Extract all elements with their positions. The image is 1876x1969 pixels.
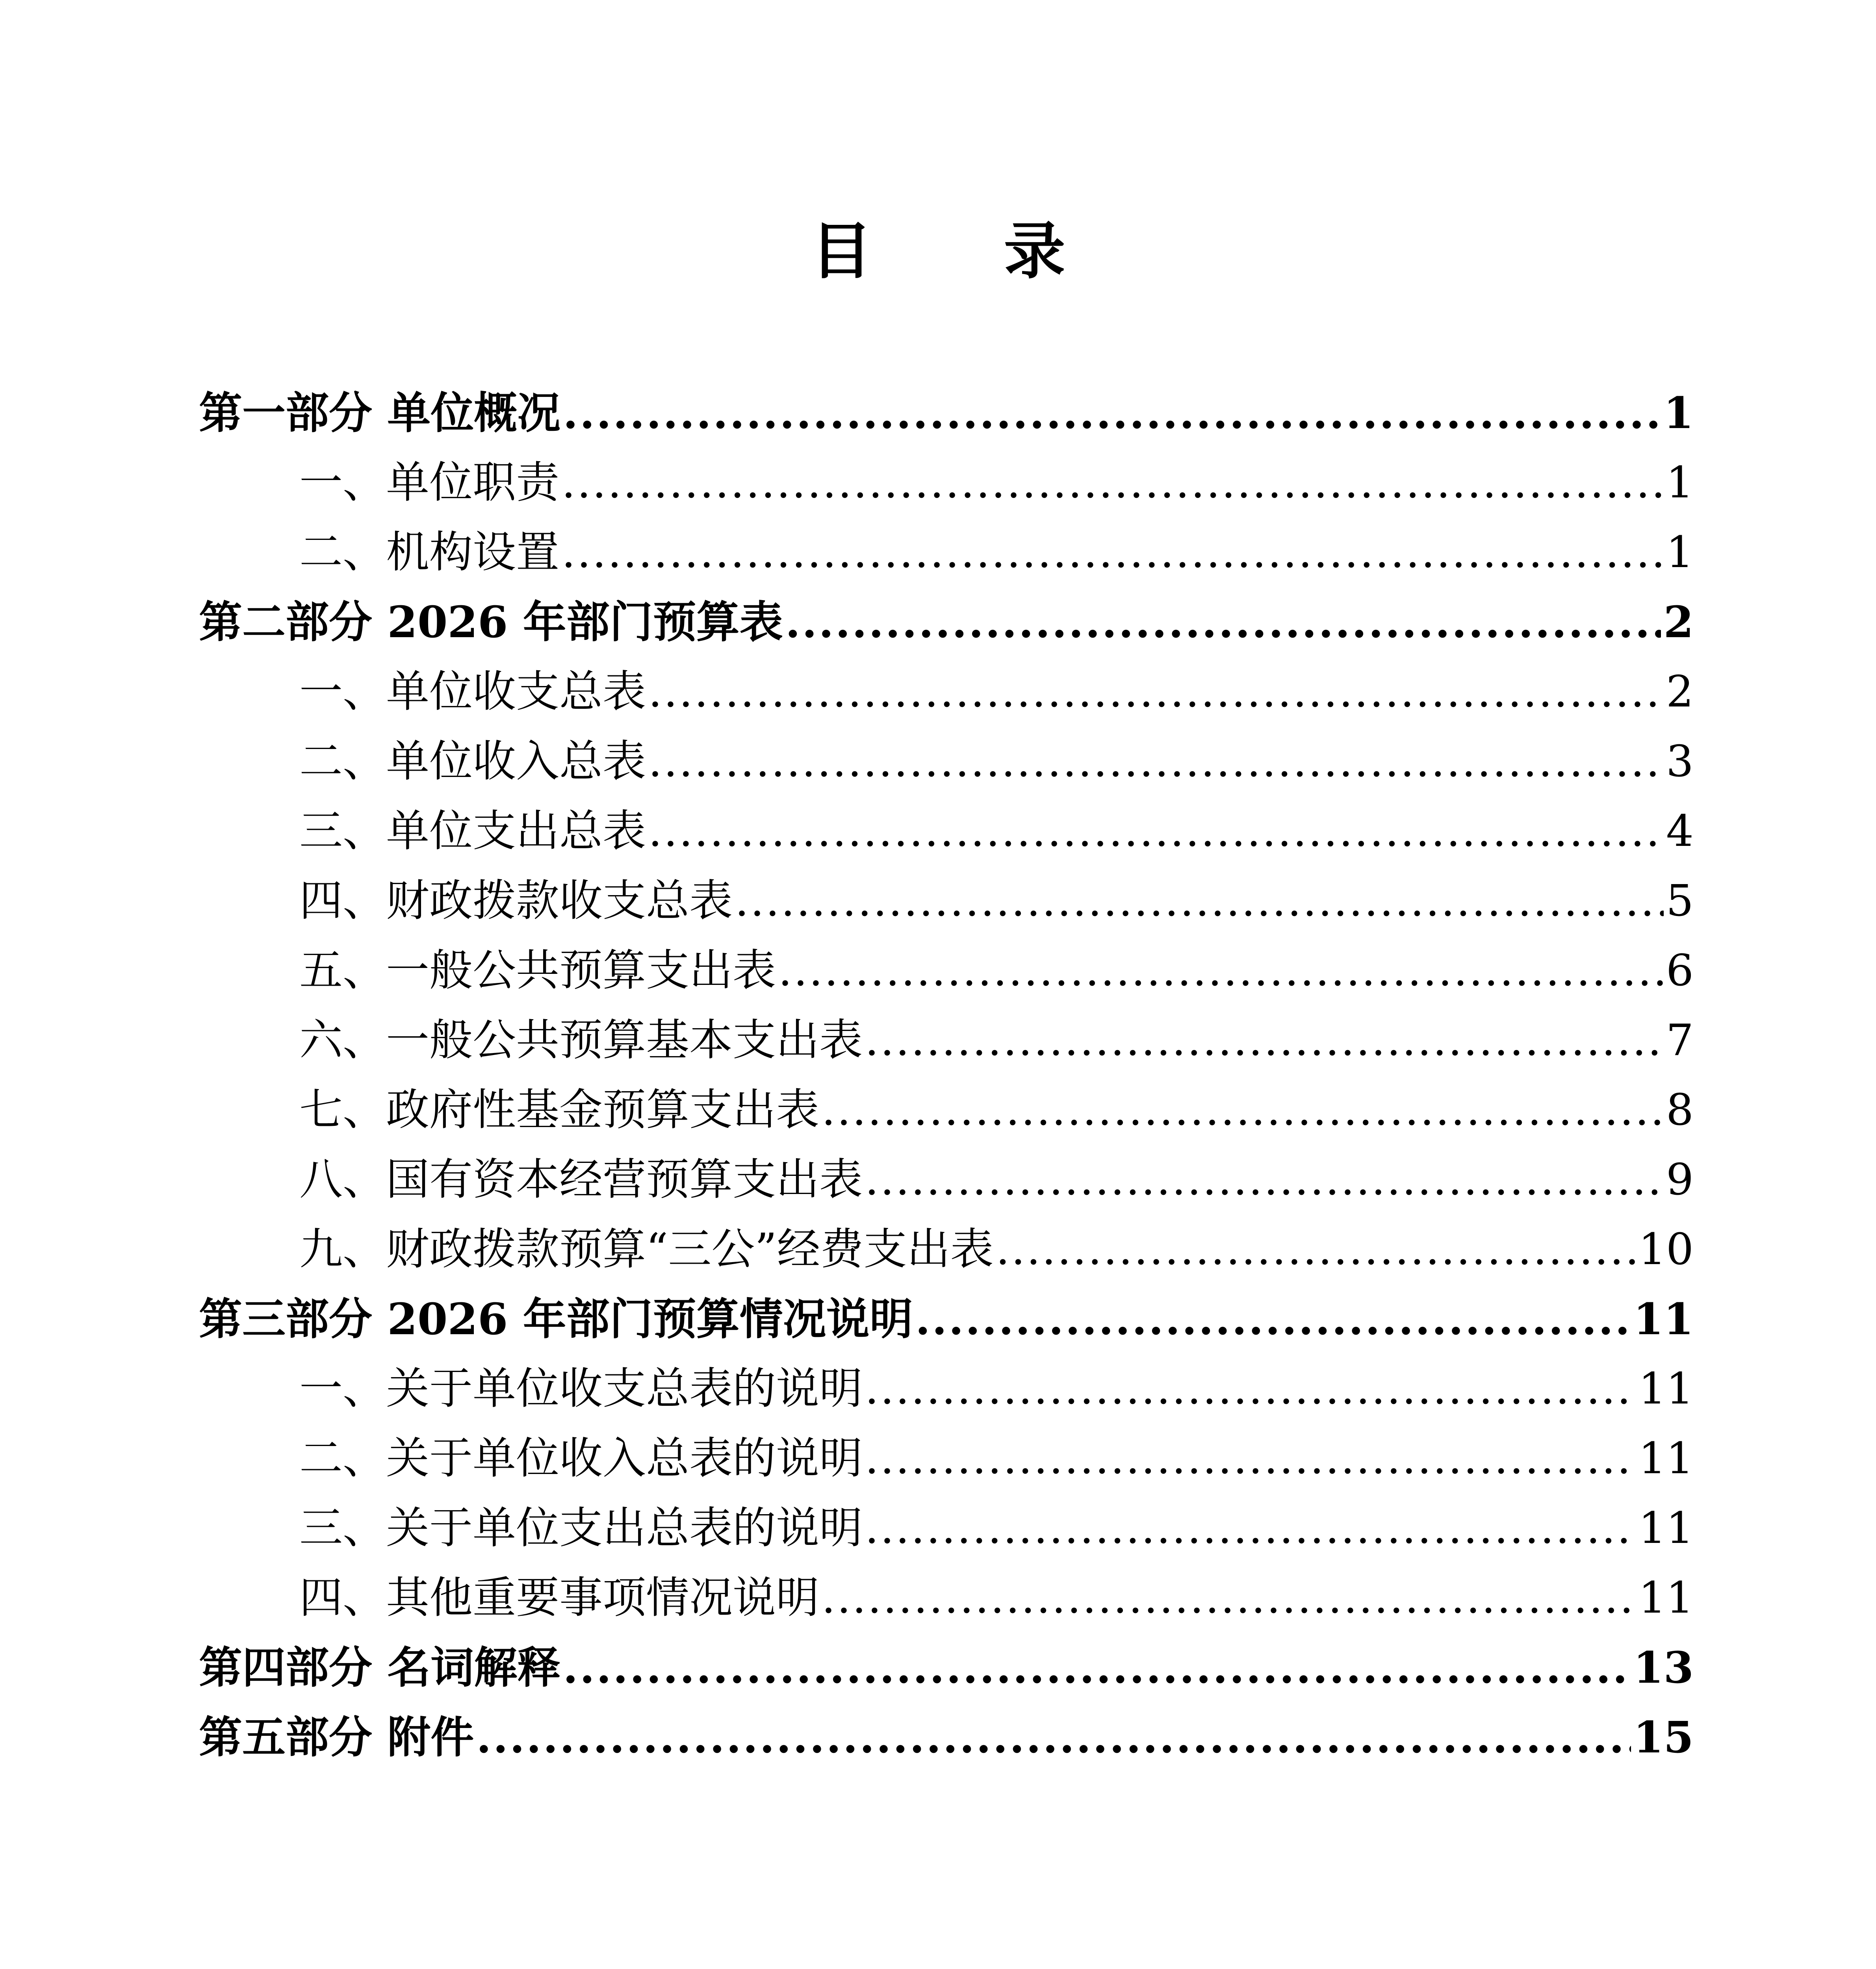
toc-entry-label: 一、单位收支总表 [299,666,646,717]
toc-entry-label: 九、财政拨款预算“三公”经费支出表 [299,1224,994,1274]
toc-entry[interactable] [199,587,1694,657]
toc-entry-label: 六、一般公共预算基本支出表 [299,1015,863,1065]
toc-leader-dots [648,657,1664,727]
toc-entry-page: 15 [1633,1712,1694,1763]
toc-entry[interactable] [199,517,1694,587]
toc-entry[interactable] [199,1633,1694,1702]
toc-leader-dots [563,1633,1631,1702]
toc-entry[interactable] [199,1145,1694,1214]
toc-entry-label: 七、政府性基金预算支出表 [299,1085,819,1135]
toc-leader-dots [562,448,1664,517]
toc-leader-dots [778,936,1664,1005]
toc-entry-page: 1 [1663,387,1694,438]
toc-entry-page: 1 [1666,457,1694,508]
toc-leader-dots [822,1563,1636,1633]
toc-entry-label: 五、一般公共预算支出表 [299,945,776,996]
toc-entry-page: 2 [1663,597,1694,647]
toc-leader-dots [865,1354,1636,1424]
toc-entry-label: 三、单位支出总表 [299,806,646,856]
toc-entry-label: 一、关于单位收支总表的说明 [299,1363,863,1414]
toc-entry-label: 二、单位收入总表 [299,736,646,786]
toc-entry-label: 第五部分 附件 [199,1712,474,1763]
toc-leader-dots [865,1145,1664,1214]
toc-entry[interactable] [199,657,1694,727]
toc-leader-dots [865,1424,1636,1493]
toc-leader-dots [735,866,1664,936]
toc-leader-dots [562,517,1664,587]
toc-entry[interactable] [199,1493,1694,1563]
toc-entry[interactable] [199,1214,1694,1284]
toc-entry-page: 10 [1638,1224,1694,1274]
toc-entry-page: 9 [1666,1154,1694,1205]
toc-entry-page: 2 [1666,666,1694,717]
toc-entry-page: 8 [1666,1085,1694,1135]
toc-entry-page: 13 [1633,1642,1694,1693]
toc-entry[interactable] [199,1075,1694,1145]
toc-entry-page: 4 [1666,806,1694,856]
toc-leader-dots [648,727,1664,796]
toc-entry[interactable] [199,1702,1694,1772]
toc-entry-page: 11 [1638,1503,1694,1553]
toc-entry-label: 第三部分 2026 年部门预算情况说明 [199,1294,913,1344]
toc-leader-dots [785,587,1661,657]
toc-leader-dots [865,1005,1664,1075]
toc-entry[interactable] [199,1424,1694,1493]
toc-entry-label: 四、财政拨款收支总表 [299,875,733,926]
toc-entry-label: 第四部分 名词解释 [199,1642,561,1693]
toc-entry-page: 1 [1666,527,1694,577]
toc-entry-label: 第一部分 单位概况 [199,387,561,438]
toc-entry[interactable] [199,796,1694,866]
toc-entry[interactable] [199,378,1694,448]
toc-leader-dots [822,1075,1664,1145]
toc-leader-dots [563,378,1661,448]
toc-leader-dots [915,1284,1631,1354]
toc-entry-label: 第二部分 2026 年部门预算表 [199,597,783,647]
toc-entry[interactable] [199,1563,1694,1633]
toc-entry-label: 一、单位职责 [299,457,559,508]
toc-entry[interactable] [199,1005,1694,1075]
toc-entry-page: 5 [1666,875,1694,926]
toc-entry-page: 6 [1666,945,1694,996]
toc-entry-page: 3 [1666,736,1694,786]
toc-entry-label: 八、国有资本经营预算支出表 [299,1154,863,1205]
toc-entry-label: 二、机构设置 [299,527,559,577]
toc-entry[interactable] [199,1284,1694,1354]
toc-entry-page: 11 [1638,1363,1694,1414]
toc-entry-page: 7 [1666,1015,1694,1065]
toc-entry-page: 11 [1638,1433,1694,1483]
toc-entry[interactable] [199,448,1694,517]
toc-leader-dots [996,1214,1636,1284]
page-title: 目 录 [811,215,1121,287]
toc-entry-page: 11 [1638,1572,1694,1623]
toc-entry-page: 11 [1633,1294,1694,1344]
toc-leader-dots [648,796,1664,866]
table-of-contents [199,378,1694,1772]
toc-entry[interactable] [199,1354,1694,1424]
toc-entry[interactable] [199,936,1694,1005]
toc-entry-label: 二、关于单位收入总表的说明 [299,1433,863,1483]
toc-entry[interactable] [199,727,1694,796]
toc-entry-label: 四、其他重要事项情况说明 [299,1572,819,1623]
toc-entry[interactable] [199,866,1694,936]
toc-leader-dots [476,1702,1631,1772]
toc-entry-label: 三、关于单位支出总表的说明 [299,1503,863,1553]
toc-leader-dots [865,1493,1636,1563]
